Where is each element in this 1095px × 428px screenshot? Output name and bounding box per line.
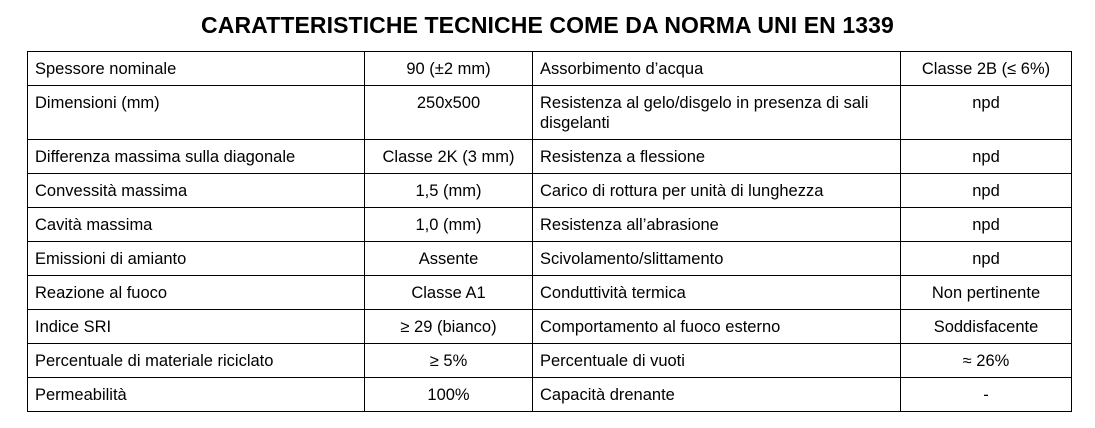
table-row bbox=[28, 86, 1072, 140]
property-label: Indice SRI bbox=[28, 310, 365, 344]
page-title: CARATTERISTICHE TECNICHE COME DA NORMA UNI EN 1339 bbox=[201, 12, 894, 38]
table-row bbox=[28, 52, 1072, 86]
property-label: Percentuale di materiale riciclato bbox=[28, 344, 365, 378]
property-label: Assorbimento d’acqua bbox=[533, 52, 901, 86]
property-value: Soddisfacente bbox=[901, 310, 1072, 344]
property-value: ≥ 5% bbox=[365, 344, 533, 378]
property-value: Non pertinente bbox=[901, 276, 1072, 310]
property-label: Convessità massima bbox=[28, 174, 365, 208]
property-value: 1,0 (mm) bbox=[365, 208, 533, 242]
property-label: Dimensioni (mm) bbox=[28, 86, 365, 140]
property-label: Capacità drenante bbox=[533, 378, 901, 412]
table-row bbox=[28, 344, 1072, 378]
property-label: Resistenza a flessione bbox=[533, 140, 901, 174]
property-label: Permeabilità bbox=[28, 378, 365, 412]
property-label: Carico di rottura per unità di lunghezza bbox=[533, 174, 901, 208]
table-row bbox=[28, 174, 1072, 208]
property-label: Scivolamento/slittamento bbox=[533, 242, 901, 276]
property-value: npd bbox=[901, 242, 1072, 276]
property-label: Cavità massima bbox=[28, 208, 365, 242]
property-value: ≈ 26% bbox=[901, 344, 1072, 378]
property-label: Conduttività termica bbox=[533, 276, 901, 310]
table-row bbox=[28, 276, 1072, 310]
property-value: 1,5 (mm) bbox=[365, 174, 533, 208]
table-row bbox=[28, 378, 1072, 412]
property-value: Classe A1 bbox=[365, 276, 533, 310]
property-label: Differenza massima sulla diagonale bbox=[28, 140, 365, 174]
property-value: npd bbox=[901, 140, 1072, 174]
property-value: ≥ 29 (bianco) bbox=[365, 310, 533, 344]
property-label: Resistenza all’abrasione bbox=[533, 208, 901, 242]
property-value: Assente bbox=[365, 242, 533, 276]
table-row bbox=[28, 208, 1072, 242]
property-label: Emissioni di amianto bbox=[28, 242, 365, 276]
table-row bbox=[28, 140, 1072, 174]
property-label: Percentuale di vuoti bbox=[533, 344, 901, 378]
table-row bbox=[28, 242, 1072, 276]
property-value: 100% bbox=[365, 378, 533, 412]
property-value: npd bbox=[901, 208, 1072, 242]
property-value: 250x500 bbox=[365, 86, 533, 140]
property-value: npd bbox=[901, 86, 1072, 140]
property-label: Resistenza al gelo/disgelo in presenza di sali disgelanti bbox=[533, 86, 901, 140]
property-value: 90 (±2 mm) bbox=[365, 52, 533, 86]
property-value: Classe 2K (3 mm) bbox=[365, 140, 533, 174]
property-label: Reazione al fuoco bbox=[28, 276, 365, 310]
table-row bbox=[28, 310, 1072, 344]
property-value: - bbox=[901, 378, 1072, 412]
specifications-table bbox=[27, 51, 1072, 412]
property-label: Spessore nominale bbox=[28, 52, 365, 86]
property-label: Comportamento al fuoco esterno bbox=[533, 310, 901, 344]
property-value: Classe 2B (≤ 6%) bbox=[901, 52, 1072, 86]
property-value: npd bbox=[901, 174, 1072, 208]
